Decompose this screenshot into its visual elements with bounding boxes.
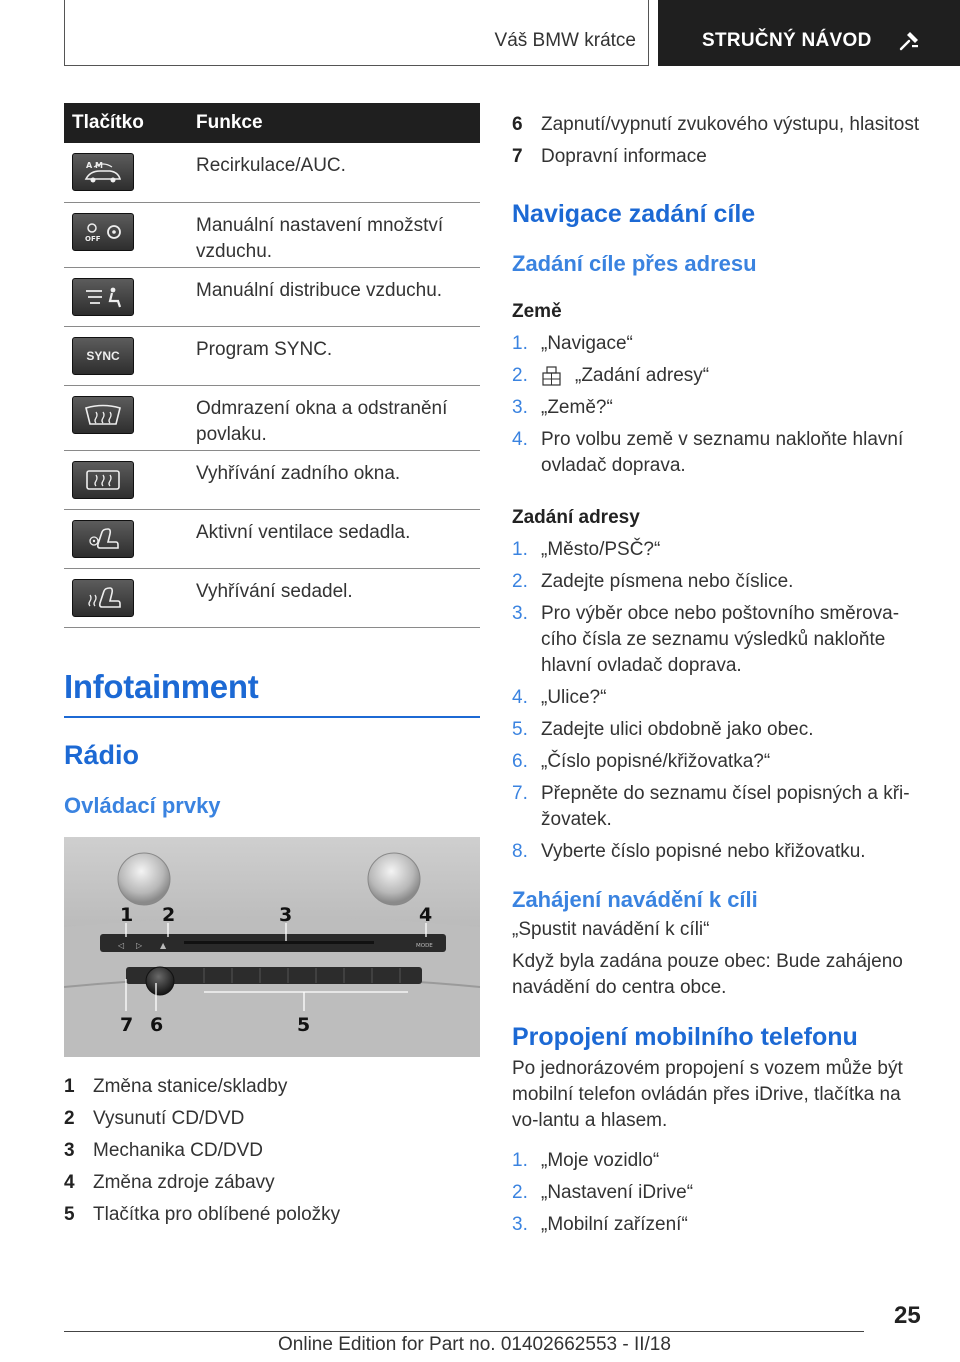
list-item: 1 Změna stanice/skladby — [64, 1075, 288, 1097]
header-section-box — [64, 0, 649, 66]
table-header-function: Funkce — [196, 103, 480, 143]
header-section-title: Váš BMW krátce — [494, 30, 636, 51]
steps-country — [512, 331, 932, 479]
fan-off-button-icon — [72, 213, 134, 251]
table-row — [64, 143, 480, 202]
rear-window-heating-button-icon — [72, 461, 134, 499]
photo-label: 7 — [120, 1013, 134, 1036]
page-number: 25 — [894, 1302, 921, 1329]
paragraph: Po jednorázovém propojení s vozem může být mobilní telefon ovládán přes iDrive, tlačítka na vo-lantu a hlasem. — [512, 1058, 903, 1131]
header-chapter-title: STRUČNÝ NÁVOD — [702, 30, 872, 51]
steps-address — [512, 537, 932, 865]
table-cell-function: Program SYNC. — [196, 326, 480, 385]
seat-ventilation-button-icon — [72, 520, 134, 558]
air-distribution-button-icon — [72, 278, 134, 316]
subsection-title-start-guidance: Zahájení navádění k cíli — [512, 887, 758, 912]
table-header-button: Tlačítko — [64, 103, 196, 143]
list-item: 3. Pro výběr obce nebo poštovního směrova-cího čísla ze seznamu výsledků nakloňte hlavní ovladač doprava. — [512, 603, 900, 676]
table-cell-function: Vyhřívání zadního okna. — [196, 450, 480, 509]
list-item: 1. „Moje vozidlo“ — [512, 1150, 660, 1171]
section-title-navigation: Navigace zadání cíle — [512, 200, 756, 228]
list-item: 2 Vysunutí CD/DVD — [64, 1107, 245, 1129]
table-cell-function: Aktivní ventilace sedadla. — [196, 509, 480, 568]
list-item: 3. „Mobilní zařízení“ — [512, 1214, 688, 1235]
section-divider — [64, 716, 480, 718]
sync-button-icon: SYNC — [72, 337, 134, 375]
subsection-title-controls: Ovládací prvky — [64, 792, 221, 818]
subsection-title-address: Zadání cíle přes adresu — [512, 251, 757, 276]
recirculation-button-icon — [72, 153, 134, 191]
list-item: 4 Změna zdroje zábavy — [64, 1171, 275, 1193]
list-item: 7 Dopravní informace — [512, 146, 707, 167]
table-cell-function: Odmrazení okna a odstranění povlaku. — [196, 385, 480, 450]
step-group-title: Země — [512, 301, 562, 322]
list-item: 7. Přepněte do seznamu čísel popisných a kři-žovatek. — [512, 783, 910, 830]
list-item: 2. „Zadání adresy“ — [512, 365, 710, 386]
photo-label: 4 — [419, 903, 433, 926]
quick-guide-icon — [898, 30, 920, 52]
radio-controls-photo — [64, 837, 480, 1057]
photo-mode-label: MODE — [416, 942, 433, 949]
right-column — [512, 110, 932, 1238]
subsection-title-radio: Rádio — [64, 739, 140, 770]
legend-list — [64, 1071, 480, 1231]
table-cell-function: Recirkulace/AUC. — [196, 143, 480, 202]
table-row — [64, 568, 480, 627]
svg-text:▲: ▲ — [160, 940, 167, 950]
table-row — [64, 326, 480, 385]
windshield-defrost-button-icon — [72, 396, 134, 434]
function-table — [64, 103, 480, 628]
table-cell-function: Manuální nastavení množství vzduchu. — [196, 202, 480, 267]
step-group-title: Zadání adresy — [512, 507, 640, 528]
svg-text:▷: ▷ — [136, 940, 143, 950]
paragraph: „Spustit navádění k cíli“ — [512, 919, 710, 940]
list-item: 1. „Navigace“ — [512, 333, 633, 354]
left-column — [64, 103, 480, 1231]
list-item: 6 Zapnutí/vypnutí zvukového výstupu, hlasitost — [512, 114, 920, 135]
list-item: 2. „Nastavení iDrive“ — [512, 1182, 694, 1203]
photo-label: 2 — [162, 903, 176, 926]
list-item: 8. Vyberte číslo popisné nebo křižovatku. — [512, 841, 866, 862]
list-item: 3 Mechanika CD/DVD — [64, 1139, 263, 1161]
footer-edition: Online Edition for Part no. 01402662553 - II/18 — [278, 1334, 671, 1355]
table-cell-function: Manuální distribuce vzduchu. — [196, 267, 480, 326]
table-row — [64, 385, 480, 450]
list-item: 2. Zadejte písmena nebo číslice. — [512, 571, 794, 592]
table-row — [64, 267, 480, 326]
photo-label: 1 — [120, 903, 134, 926]
steps-phone — [512, 1148, 932, 1238]
list-item: 4. Pro volbu země v seznamu nakloňte hlavní ovladač doprava. — [512, 429, 904, 476]
photo-label: 3 — [279, 903, 293, 926]
table-row — [64, 202, 480, 267]
list-item: 5 Tlačítka pro oblíbené položky — [64, 1203, 341, 1225]
list-item: 1. „Město/PSČ?“ — [512, 539, 661, 560]
photo-label: 5 — [297, 1013, 311, 1036]
photo-label: 6 — [150, 1013, 164, 1036]
svg-text:OFF: OFF — [85, 234, 101, 243]
section-title-infotainment: Infotainment — [64, 667, 259, 705]
list-item: 3. „Země?“ — [512, 397, 613, 418]
section-title-phone: Propojení mobilního telefonu — [512, 1023, 858, 1051]
seat-heating-button-icon — [72, 579, 134, 617]
paragraph: Když byla zadána pouze obec: Bude zahájeno navádění do centra obce. — [512, 951, 903, 998]
table-row — [64, 509, 480, 568]
table-cell-function: Vyhřívání sedadel. — [196, 568, 480, 627]
footer-divider — [64, 1331, 864, 1332]
header-chapter-box — [658, 0, 960, 66]
list-item: 6. „Číslo popisné/křižovatka?“ — [512, 751, 771, 772]
svg-text:A M: A M — [86, 161, 103, 170]
list-item: 4. „Ulice?“ — [512, 687, 607, 708]
navigation-menu-icon — [541, 364, 563, 388]
list-item: 5. Zadejte ulici obdobně jako obec. — [512, 719, 814, 740]
table-row — [64, 450, 480, 509]
svg-text:◁: ◁ — [118, 940, 125, 950]
